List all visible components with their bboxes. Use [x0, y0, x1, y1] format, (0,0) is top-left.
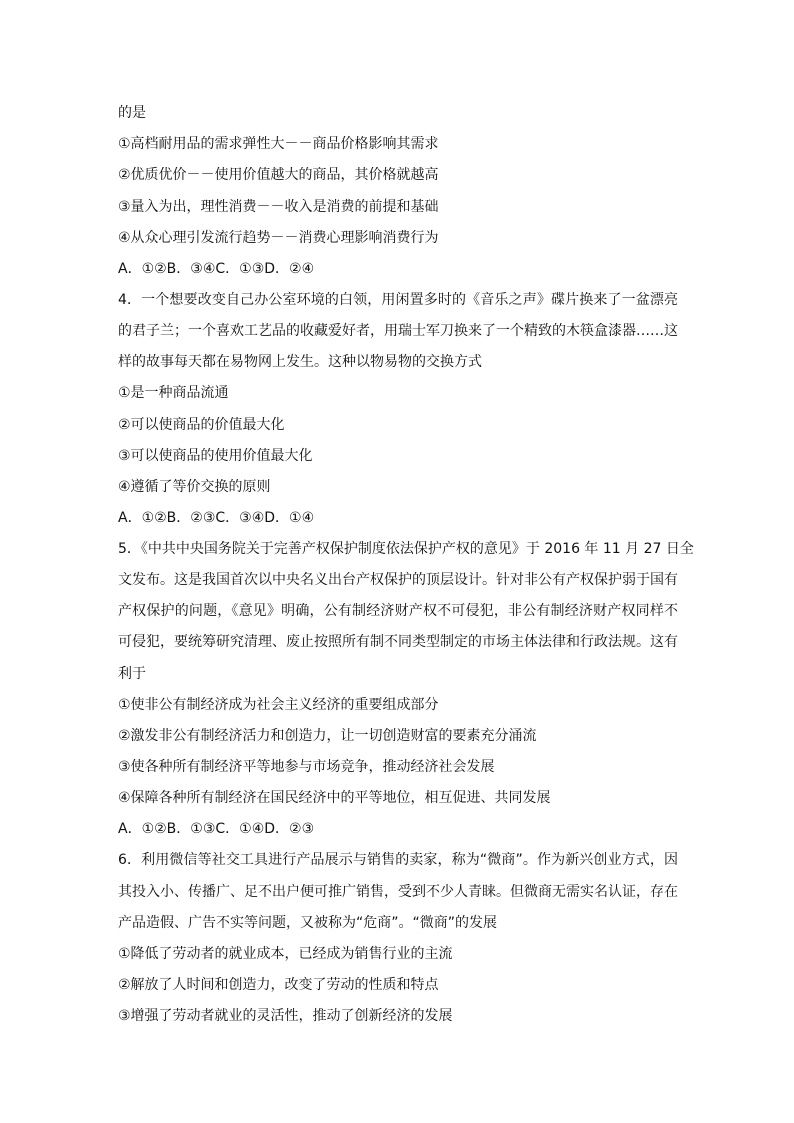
- question-text: 6．利用微信等社交工具进行产品展示与销售的卖家，称为“微商”。作为新兴创业方式，因: [118, 852, 678, 868]
- option-line: ②优质优价－－使用价值越大的商品，其价格就越高: [118, 167, 439, 183]
- question-text: 5．《中共中央国务院关于完善产权保护制度依法保护产权的意见》于 2016 年 11 月 27 日全: [118, 541, 694, 557]
- answer-choices: A．①②B．②③C．③④D．①④: [118, 510, 315, 526]
- option-line: ③量入为出，理性消费－－收入是消费的前提和基础: [118, 199, 439, 215]
- option-line: ③使各种所有制经济平等地参与市场竞争，推动经济社会发展: [118, 759, 495, 775]
- option-line: ①高档耐用品的需求弹性大－－商品价格影响其需求: [118, 136, 439, 152]
- option-line: ②可以使商品的价值最大化: [118, 417, 285, 433]
- question-text: 4．一个想要改变自己办公室环境的白领，用闲置多时的《音乐之声》碟片换来了一盆漂亮: [118, 292, 678, 308]
- option-line: ③可以使商品的使用价值最大化: [118, 448, 313, 464]
- question-text: 产权保护的问题，《意见》明确，公有制经济财产权不可侵犯，非公有制经济财产权同样不: [118, 603, 678, 619]
- question-text: 利于: [118, 666, 146, 682]
- text-line: 的是: [118, 105, 146, 121]
- option-line: ①使非公有制经济成为社会主义经济的重要组成部分: [118, 697, 439, 713]
- answer-choices: A．①②B．①③C．①④D．②③: [118, 821, 315, 837]
- option-line: ③增强了劳动者就业的灵活性，推动了创新经济的发展: [118, 1008, 453, 1024]
- question-text: 文发布。这是我国首次以中央名义出台产权保护的顶层设计。针对非公有产权保护弱于国有: [118, 572, 678, 588]
- option-line: ④遵循了等价交换的原则: [118, 479, 271, 495]
- question-text: 其投入小、传播广、足不出户便可推广销售，受到不少人青睐。但微商无需实名认证，存在: [118, 884, 678, 900]
- option-line: ①是一种商品流通: [118, 385, 229, 401]
- answer-choices: A．①②B．③④C．①③D．②④: [118, 261, 315, 277]
- option-line: ④从众心理引发流行趋势－－消费心理影响消费行为: [118, 230, 439, 246]
- option-line: ②激发非公有制经济活力和创造力，让一切创造财富的要素充分涌流: [118, 728, 537, 744]
- option-line: ①降低了劳动者的就业成本，已经成为销售行业的主流: [118, 946, 453, 962]
- option-line: ②解放了人时间和创造力，改变了劳动的性质和特点: [118, 977, 439, 993]
- question-text: 可侵犯，要统筹研究清理、废止按照所有制不同类型制定的市场主体法律和行政法规。这有: [118, 634, 678, 650]
- question-text: 样的故事每天都在易物网上发生。这种以物易物的交换方式: [118, 354, 482, 370]
- question-text: 的君子兰；一个喜欢工艺品的收藏爱好者，用瑞士军刀换来了一个精致的木筷盒漆器……这: [118, 323, 678, 339]
- question-text: 产品造假、广告不实等问题，又被称为“危商”。“微商”的发展: [118, 915, 498, 931]
- option-line: ④保障各种所有制经济在国民经济中的平等地位，相互促进、共同发展: [118, 790, 551, 806]
